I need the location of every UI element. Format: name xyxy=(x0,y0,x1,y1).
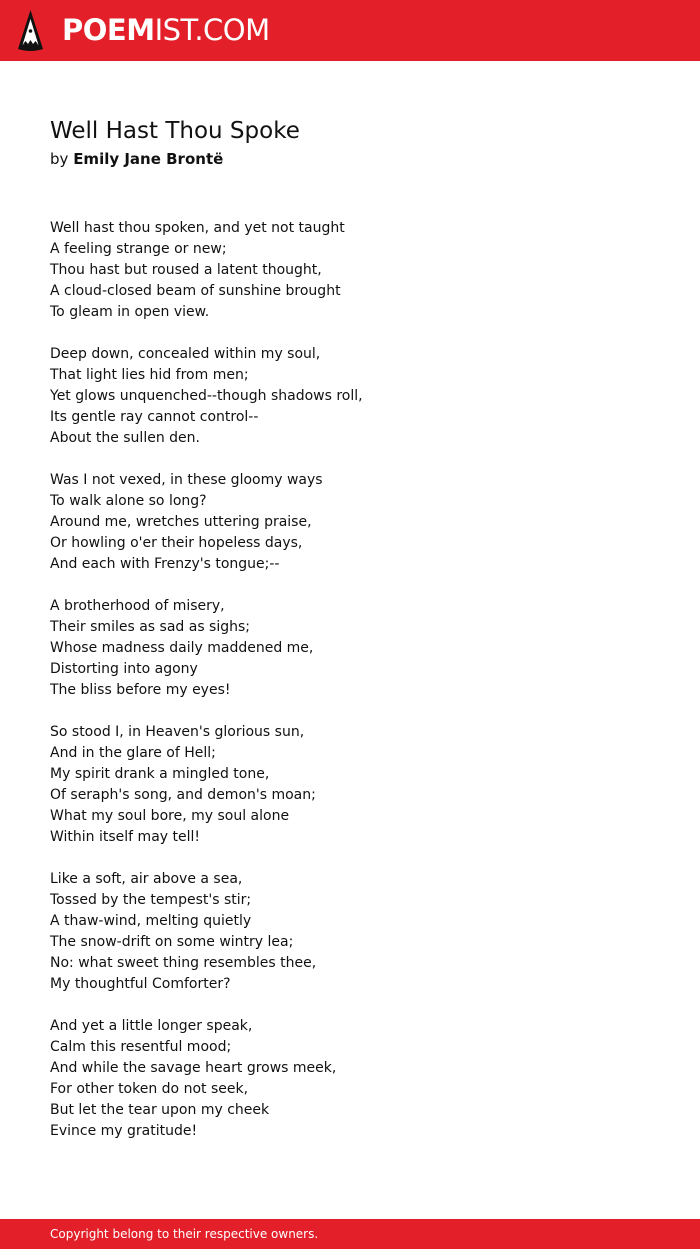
poem-line: What my soul bore, my soul alone xyxy=(50,808,290,824)
poem-line: About the sullen den. xyxy=(50,430,200,446)
poem-line: My thoughtful Comforter? xyxy=(50,976,231,992)
copyright-notice: Copyright belong to their respective owners. xyxy=(50,1227,319,1241)
poem-line: Of seraph's song, and demon's moan; xyxy=(50,787,316,803)
stanza xyxy=(50,470,650,575)
poem-line: My spirit drank a mingled tone, xyxy=(50,766,270,782)
poem-line: For other token do not seek, xyxy=(50,1081,249,1097)
poem-line: Their smiles as sad as sighs; xyxy=(50,619,251,635)
logo-wordmark-bold: POEM xyxy=(62,13,155,47)
poem-line: Thou hast but roused a latent thought, xyxy=(50,262,322,278)
poem-line: Like a soft, air above a sea, xyxy=(50,871,243,887)
pen-nib-icon[interactable] xyxy=(17,9,44,52)
poem-line: Distorting into agony xyxy=(50,661,198,677)
poem-line: No: what sweet thing resembles thee, xyxy=(50,955,317,971)
author-name: Emily Jane Brontë xyxy=(73,150,224,168)
poem-line: A feeling strange or new; xyxy=(50,241,227,257)
stanza xyxy=(50,596,650,701)
by-label: by xyxy=(50,150,69,168)
logo-wordmark-light: IST.COM xyxy=(154,13,270,47)
poem-title: Well Hast Thou Spoke xyxy=(50,118,300,144)
poem-line: Well hast thou spoken, and yet not taught xyxy=(50,220,345,236)
poem-line: And yet a little longer speak, xyxy=(50,1018,253,1034)
poem-byline xyxy=(50,148,223,170)
poem-line: And while the savage heart grows meek, xyxy=(50,1060,337,1076)
poem-line: Yet glows unquenched--though shadows roll, xyxy=(50,388,363,404)
stanza xyxy=(50,722,650,848)
poem-line: To walk alone so long? xyxy=(50,493,207,509)
poem-line: Within itself may tell! xyxy=(50,829,201,845)
site-logo-link[interactable] xyxy=(62,12,270,48)
poem-line: But let the tear upon my cheek xyxy=(50,1102,270,1118)
poem-line: A cloud-closed beam of sunshine brought xyxy=(50,283,341,299)
stanza xyxy=(50,1016,650,1142)
poem-line: Or howling o'er their hopeless days, xyxy=(50,535,303,551)
stanza xyxy=(50,344,650,449)
site-header xyxy=(0,0,700,61)
poem-line: Calm this resentful mood; xyxy=(50,1039,232,1055)
poem-line: That light lies hid from men; xyxy=(50,367,249,383)
poem-line: To gleam in open view. xyxy=(50,304,210,320)
poem-line: Deep down, concealed within my soul, xyxy=(50,346,321,362)
poem-line: So stood I, in Heaven's glorious sun, xyxy=(50,724,305,740)
site-footer xyxy=(0,1219,700,1249)
poem-line: Whose madness daily maddened me, xyxy=(50,640,314,656)
poem-line: And each with Frenzy's tongue;-- xyxy=(50,556,280,572)
poem-body xyxy=(50,218,650,1163)
poem-line: Around me, wretches uttering praise, xyxy=(50,514,312,530)
poem-line: And in the glare of Hell; xyxy=(50,745,216,761)
poem-line: A thaw-wind, melting quietly xyxy=(50,913,252,929)
poem-line: A brotherhood of misery, xyxy=(50,598,225,614)
poem-line: Tossed by the tempest's stir; xyxy=(50,892,252,908)
poem-line: The bliss before my eyes! xyxy=(50,682,231,698)
stanza xyxy=(50,869,650,995)
poem-line: Its gentle ray cannot control-- xyxy=(50,409,259,425)
stanza xyxy=(50,218,650,323)
poem-line: Evince my gratitude! xyxy=(50,1123,198,1139)
poem-line: Was I not vexed, in these gloomy ways xyxy=(50,472,323,488)
poem-line: The snow-drift on some wintry lea; xyxy=(50,934,294,950)
